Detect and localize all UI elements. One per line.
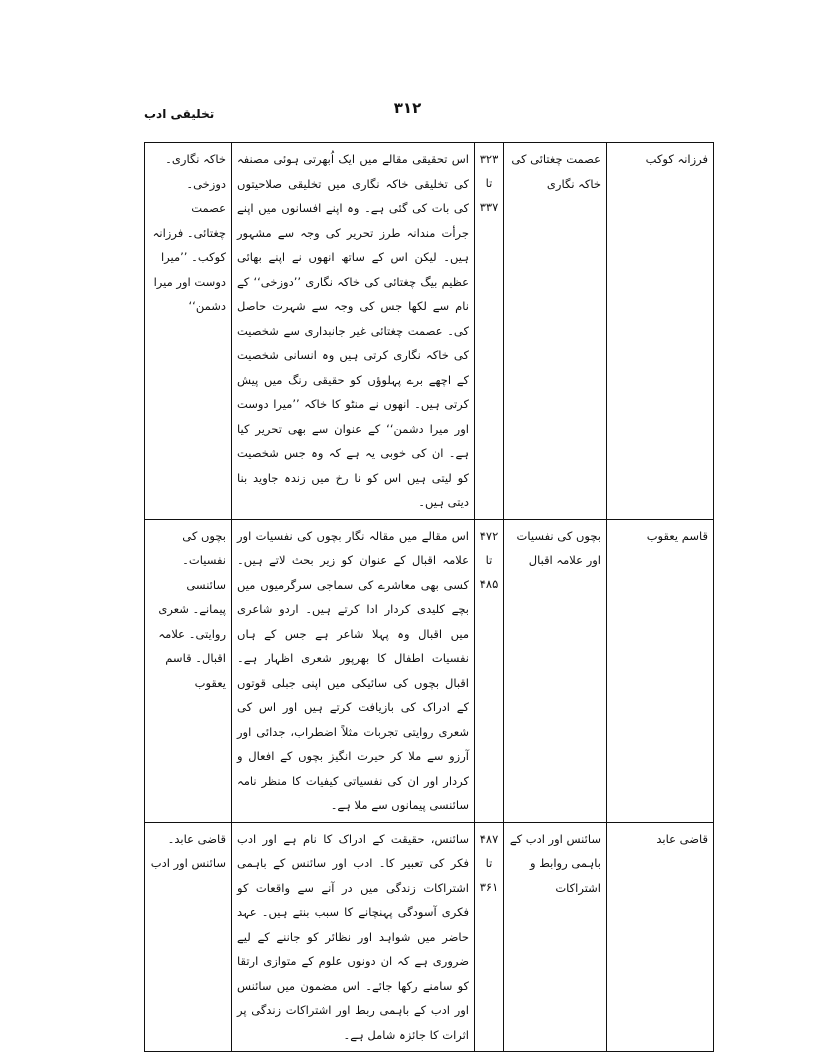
page-to: ۳۶۱ [479, 879, 499, 894]
keywords-cell: قاضی عابد۔ سائنس اور ادب [145, 822, 232, 1052]
pages-cell [475, 822, 504, 1052]
table-row [145, 822, 714, 1052]
page-from: ۳۲۳ [479, 152, 499, 166]
summary-cell: اس مقالے میں مقالہ نگار بچوں کی نفسیات اور علامہ اقبال کے عنوان کو زیر بحث لاتے ہیں۔ کسی بھی معاشرے کی سماجی سرگرمیوں میں بچے کلیدی کردار ادا کرتے ہیں۔ اردو شاعری میں اقبال وہ پہلا شاعر ہے جس کے ہاں نفسیات اطفال کا بھرپور شعری اظہار ہے۔ اقبال بچوں کی سائیکی میں اپنی جبلی قوتوں کے ادراک کی بازیافت کرتے ہیں اور اس کی شعری روایتی تجربات مثلاً اضطراب، جدائی اور آرزو سے ملا کر حیرت انگیز بچوں کے افعال و کردار اور ان کی نفسیاتی کیفیات کا منظر نامہ سائنسی پیمانوں سے ملا ہے۔ [232, 519, 475, 822]
page-to: ۴۸۵ [479, 576, 499, 591]
table-row [145, 143, 714, 520]
keywords-cell: خاکہ نگاری۔ دوزخی۔ عصمت چغتائی۔ فرزانہ کوکب۔ ’’میرا دوست اور میرا دشمن‘‘ [145, 143, 232, 520]
summary-cell: اس تحقیقی مقالے میں ایک اُبھرتی ہوئی مصنفہ کی تخلیقی خاکہ نگاری میں تخلیقی صلاحیتوں کی بات کی گئی ہے۔ وہ اپنے افسانوں میں اپنے جرأت مندانہ طرز تحریر کی وجہ سے مشہور ہیں۔ لیکن اس کے ساتھ انھوں نے اپنے بھائی عظیم بیگ چغتائی کی خاکہ نگاری ’’دوزخی‘‘ کے نام سے لکھا جس کی وجہ سے شہرت حاصل کی۔ عصمت چغتائی غیر جانبداری سے شخصیت کی خاکہ نگاری کرتی ہیں وہ انسانی شخصیت کے اچھے برے پہلوؤں کو حقیقی رنگ میں پیش کرتی ہیں۔ انھوں نے منٹو کا خاکہ ’’میرا دوست اور میرا دشمن‘‘ کے عنوان سے بھی تحریر کیا ہے۔ ان کی خوبی یہ ہے کہ وہ جس شخصیت کو لیتی ہیں اس کو نا رخ میں زندہ جاوید بنا دیتی ہیں۔ [232, 143, 475, 520]
page-number: ۳۱۲ [393, 99, 422, 117]
table-row [145, 519, 714, 822]
author-cell: قاسم یعقوب [607, 519, 714, 822]
page-separator: تا [485, 855, 493, 870]
page-from: ۴۸۷ [479, 831, 499, 846]
title-cell: بچوں کی نفسیات اور علامہ اقبال [504, 519, 607, 822]
article-index-table [144, 142, 714, 1052]
title-cell: سائنس اور ادب کے باہمی روابط و اشتراکات [504, 822, 607, 1052]
pages-cell [475, 143, 504, 520]
title-cell: عصمت چغتائی کی خاکہ نگاری [504, 143, 607, 520]
page-separator: تا [485, 552, 493, 567]
keywords-cell: بچوں کی نفسیات۔ سائنسی پیمانے۔ شعری روایتی۔ علامہ اقبال۔ قاسم یعقوب [145, 519, 232, 822]
page-from: ۴۷۲ [479, 528, 499, 543]
page-separator: تا [485, 176, 493, 190]
running-title: تخلیقی ادب [144, 107, 215, 121]
pages-cell [475, 519, 504, 822]
summary-cell: سائنس، حقیقت کے ادراک کا نام ہے اور ادب فکر کی تعبیر کا۔ ادب اور سائنس کے باہمی اشتراکات زندگی میں در آنے سے واقعات کو فکری آسودگی پہنچانے کا سبب بنتے ہیں۔ عہد حاضر میں شواہد اور نظائر کو جاننے کے لیے ضروری ہے کہ ان دونوں علوم کے متوازی ارتقا کو سامنے رکھا جائے۔ اس مضمون میں سائنس اور ادب کے باہمی ربط اور اشتراکات زندگی پر اثرات کا جائزہ شامل ہے۔ [232, 822, 475, 1052]
author-cell: فرزانہ کوکب [607, 143, 714, 520]
page-to: ۳۳۷ [479, 200, 499, 214]
author-cell: قاضی عابد [607, 822, 714, 1052]
